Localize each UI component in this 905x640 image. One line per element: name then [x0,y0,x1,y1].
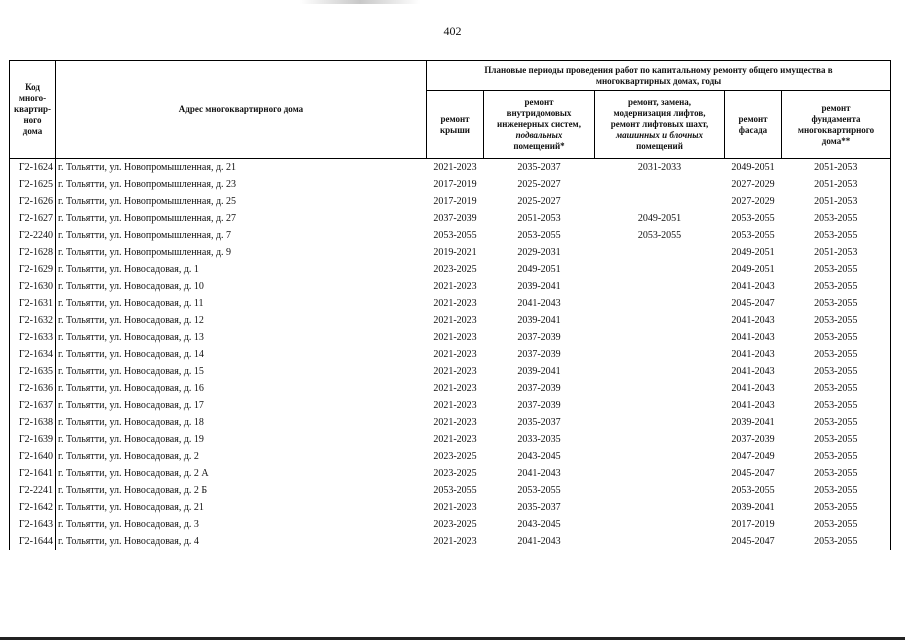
page-number: 402 [443,24,462,38]
table-row [10,278,891,295]
house-code: Г2-1635 [10,363,56,380]
table-row [10,176,891,193]
period-systems: 2051-2053 [517,213,561,224]
table-row [10,499,891,516]
table-row [10,329,891,346]
house-code: Г2-1626 [10,193,56,210]
period-facade: 2045-2047 [731,298,775,309]
period-facade: 2041-2043 [731,349,775,360]
period-roof: 2053-2055 [433,485,477,496]
period-systems: 2043-2045 [517,519,561,530]
house-code: Г2-2240 [10,227,56,244]
period-systems: 2033-2035 [517,434,561,445]
house-code: Г2-1628 [10,244,56,261]
house-address: г. Тольятти, ул. Новопромышленная, д. 27 [56,210,427,227]
period-systems: 2041-2043 [517,468,561,479]
header-foundation: ремонт фундамента многоквартирного дома** [782,91,891,159]
house-address: г. Тольятти, ул. Новосадовая, д. 17 [56,397,427,414]
period-roof: 2021-2023 [433,383,477,394]
house-code: Г2-1629 [10,261,56,278]
period-roof: 2021-2023 [433,281,477,292]
house-address: г. Тольятти, ул. Новосадовая, д. 11 [56,295,427,312]
house-address: г. Тольятти, ул. Новопромышленная, д. 21 [56,159,427,177]
house-address: г. Тольятти, ул. Новосадовая, д. 4 [56,533,427,550]
house-address: г. Тольятти, ул. Новопромышленная, д. 9 [56,244,427,261]
table-row [10,346,891,363]
house-address: г. Тольятти, ул. Новосадовая, д. 13 [56,329,427,346]
period-foundation: 2053-2055 [782,312,891,329]
house-code: Г2-1643 [10,516,56,533]
house-address: г. Тольятти, ул. Новосадовая, д. 12 [56,312,427,329]
period-roof: 2019-2021 [433,247,477,258]
house-address: г. Тольятти, ул. Новосадовая, д. 1 [56,261,427,278]
capital-repair-table [9,60,891,550]
period-lifts: 2031-2033 [595,159,725,177]
period-foundation: 2053-2055 [782,210,891,227]
period-facade: 2045-2047 [731,468,775,479]
period-foundation: 2053-2055 [782,465,891,482]
period-foundation: 2053-2055 [782,533,891,550]
period-systems: 2035-2037 [484,159,595,177]
period-foundation: 2053-2055 [782,448,891,465]
house-address: г. Тольятти, ул. Новосадовая, д. 15 [56,363,427,380]
period-systems: 2037-2039 [517,332,561,343]
period-roof: 2021-2023 [433,366,477,377]
table-row [10,482,891,499]
period-lifts [595,176,725,193]
table-row [10,295,891,312]
period-systems: 2049-2051 [517,264,561,275]
period-roof: 2021-2023 [433,417,477,428]
period-facade: 2053-2055 [731,485,775,496]
period-systems: 2043-2045 [517,451,561,462]
period-roof: 2021-2023 [433,400,477,411]
period-facade: 2041-2043 [731,315,775,326]
table-row [10,193,891,210]
period-roof: 2017-2019 [433,196,477,207]
period-lifts [595,533,725,550]
house-code: Г2-1644 [10,533,56,550]
period-facade: 2041-2043 [731,400,775,411]
period-facade: 2053-2055 [731,230,775,241]
table-row [10,159,891,177]
house-code: Г2-1625 [10,176,56,193]
period-facade: 2027-2029 [731,179,775,190]
period-lifts: 2053-2055 [637,230,682,241]
period-systems: 2035-2037 [517,502,561,513]
period-facade: 2049-2051 [731,264,775,275]
house-address: г. Тольятти, ул. Новосадовая, д. 14 [56,346,427,363]
period-roof: 2023-2025 [433,468,477,479]
table-row [10,244,891,261]
period-facade: 2049-2051 [731,247,775,258]
period-roof: 2023-2025 [433,264,477,275]
house-address: г. Тольятти, ул. Новосадовая, д. 21 [56,499,427,516]
period-foundation: 2051-2053 [782,193,891,210]
period-systems: 2037-2039 [517,383,561,394]
period-foundation: 2053-2055 [782,329,891,346]
period-facade: 2049-2051 [725,159,782,177]
period-facade: 2045-2047 [731,536,775,547]
header-roof: ремонт крыши [427,91,484,159]
table-row [10,533,891,550]
house-address: г. Тольятти, ул. Новопромышленная, д. 25 [56,193,427,210]
table-row [10,397,891,414]
house-code: Г2-1633 [10,329,56,346]
period-roof: 2021-2023 [433,536,477,547]
period-lifts [595,431,725,448]
table-row [10,210,891,227]
house-address: г. Тольятти, ул. Новопромышленная, д. 23 [56,176,427,193]
header-systems: ремонт внутридомовых инженерных систем, подвальных помещений* [484,91,595,159]
header-lifts: ремонт, замена, модернизация лифтов, ремонт лифтовых шахт, машинных и блочных помещений [595,91,725,159]
period-facade: 2039-2041 [731,417,775,428]
period-foundation: 2053-2055 [782,278,891,295]
table-row [10,448,891,465]
period-systems: 2039-2041 [517,366,561,377]
period-facade: 2039-2041 [731,502,775,513]
period-lifts [595,346,725,363]
table-body [10,159,891,551]
period-systems: 2039-2041 [517,315,561,326]
period-facade: 2047-2049 [731,451,775,462]
table-row [10,261,891,278]
period-foundation: 2051-2053 [782,176,891,193]
period-lifts [595,448,725,465]
period-facade: 2053-2055 [731,213,775,224]
period-foundation: 2053-2055 [782,516,891,533]
period-systems: 2053-2055 [517,485,561,496]
period-systems: 2029-2031 [517,247,561,258]
period-facade: 2041-2043 [731,383,775,394]
period-roof: 2021-2023 [433,332,477,343]
period-systems: 2025-2027 [517,179,561,190]
table-row [10,227,891,244]
period-systems: 2041-2043 [517,536,561,547]
table-row [10,312,891,329]
house-code: Г2-1634 [10,346,56,363]
house-code: Г2-1640 [10,448,56,465]
period-systems: 2035-2037 [517,417,561,428]
period-facade: 2041-2043 [731,332,775,343]
house-code: Г2-1624 [10,159,56,177]
period-lifts [595,295,725,312]
scan-artifact [300,0,420,4]
period-roof: 2021-2023 [427,159,484,177]
period-systems: 2037-2039 [517,400,561,411]
period-lifts [595,363,725,380]
period-systems: 2039-2041 [517,281,561,292]
period-foundation: 2053-2055 [782,346,891,363]
period-lifts [595,193,725,210]
house-address: г. Тольятти, ул. Новосадовая, д. 18 [56,414,427,431]
period-foundation: 2053-2055 [782,482,891,499]
house-code: Г2-1636 [10,380,56,397]
period-roof: 2053-2055 [433,230,477,241]
period-roof: 2037-2039 [433,213,477,224]
table-row [10,363,891,380]
table-row [10,414,891,431]
period-lifts: 2049-2051 [637,213,682,224]
house-code: Г2-2241 [10,482,56,499]
house-code: Г2-1627 [10,210,56,227]
period-roof: 2021-2023 [433,298,477,309]
period-roof: 2023-2025 [433,451,477,462]
period-foundation: 2053-2055 [782,499,891,516]
house-address: г. Тольятти, ул. Новосадовая, д. 2 А [56,465,427,482]
house-code: Г2-1641 [10,465,56,482]
period-facade: 2037-2039 [731,434,775,445]
period-foundation: 2053-2055 [782,397,891,414]
house-address: г. Тольятти, ул. Новопромышленная, д. 7 [56,227,427,244]
table-row [10,431,891,448]
period-facade: 2041-2043 [731,366,775,377]
period-roof: 2017-2019 [433,179,477,190]
house-address: г. Тольятти, ул. Новосадовая, д. 10 [56,278,427,295]
house-address: г. Тольятти, ул. Новосадовая, д. 3 [56,516,427,533]
period-roof: 2021-2023 [433,434,477,445]
period-lifts [595,278,725,295]
house-address: г. Тольятти, ул. Новосадовая, д. 19 [56,431,427,448]
period-lifts [595,261,725,278]
table-row [10,516,891,533]
period-roof: 2021-2023 [433,315,477,326]
period-roof: 2021-2023 [433,502,477,513]
period-foundation: 2053-2055 [782,363,891,380]
period-systems: 2037-2039 [517,349,561,360]
period-foundation: 2051-2053 [782,159,891,177]
period-lifts [595,329,725,346]
period-foundation: 2053-2055 [782,261,891,278]
period-roof: 2021-2023 [433,349,477,360]
period-foundation: 2053-2055 [782,380,891,397]
house-address: г. Тольятти, ул. Новосадовая, д. 16 [56,380,427,397]
period-systems: 2041-2043 [517,298,561,309]
period-facade: 2017-2019 [731,519,775,530]
table-row [10,465,891,482]
period-lifts [595,312,725,329]
house-code: Г2-1630 [10,278,56,295]
period-systems: 2025-2027 [517,196,561,207]
period-lifts [595,516,725,533]
period-foundation: 2053-2055 [782,227,891,244]
period-lifts [595,397,725,414]
house-code: Г2-1631 [10,295,56,312]
period-facade: 2041-2043 [731,281,775,292]
period-lifts [595,465,725,482]
period-foundation: 2053-2055 [782,414,891,431]
period-systems: 2053-2055 [517,230,561,241]
house-code: Г2-1632 [10,312,56,329]
period-lifts [595,499,725,516]
period-lifts [595,380,725,397]
period-foundation: 2051-2053 [782,244,891,261]
period-lifts [595,414,725,431]
header-periods-group: Плановые периоды проведения работ по капитальному ремонту общего имущества в многоквартирных домах, годы [427,61,891,91]
house-code: Г2-1638 [10,414,56,431]
house-code: Г2-1637 [10,397,56,414]
house-address: г. Тольятти, ул. Новосадовая, д. 2 [56,448,427,465]
period-lifts [595,482,725,499]
header-facade: ремонт фасада [725,91,782,159]
period-foundation: 2053-2055 [782,295,891,312]
house-code: Г2-1639 [10,431,56,448]
table-row [10,380,891,397]
period-facade: 2027-2029 [731,196,775,207]
header-address: Адрес многоквартирного дома [56,61,427,159]
house-address: г. Тольятти, ул. Новосадовая, д. 2 Б [56,482,427,499]
period-lifts [595,244,725,261]
house-code: Г2-1642 [10,499,56,516]
period-foundation: 2053-2055 [782,431,891,448]
header-code: Код много- квартир- ного дома [10,61,56,159]
period-roof: 2023-2025 [433,519,477,530]
